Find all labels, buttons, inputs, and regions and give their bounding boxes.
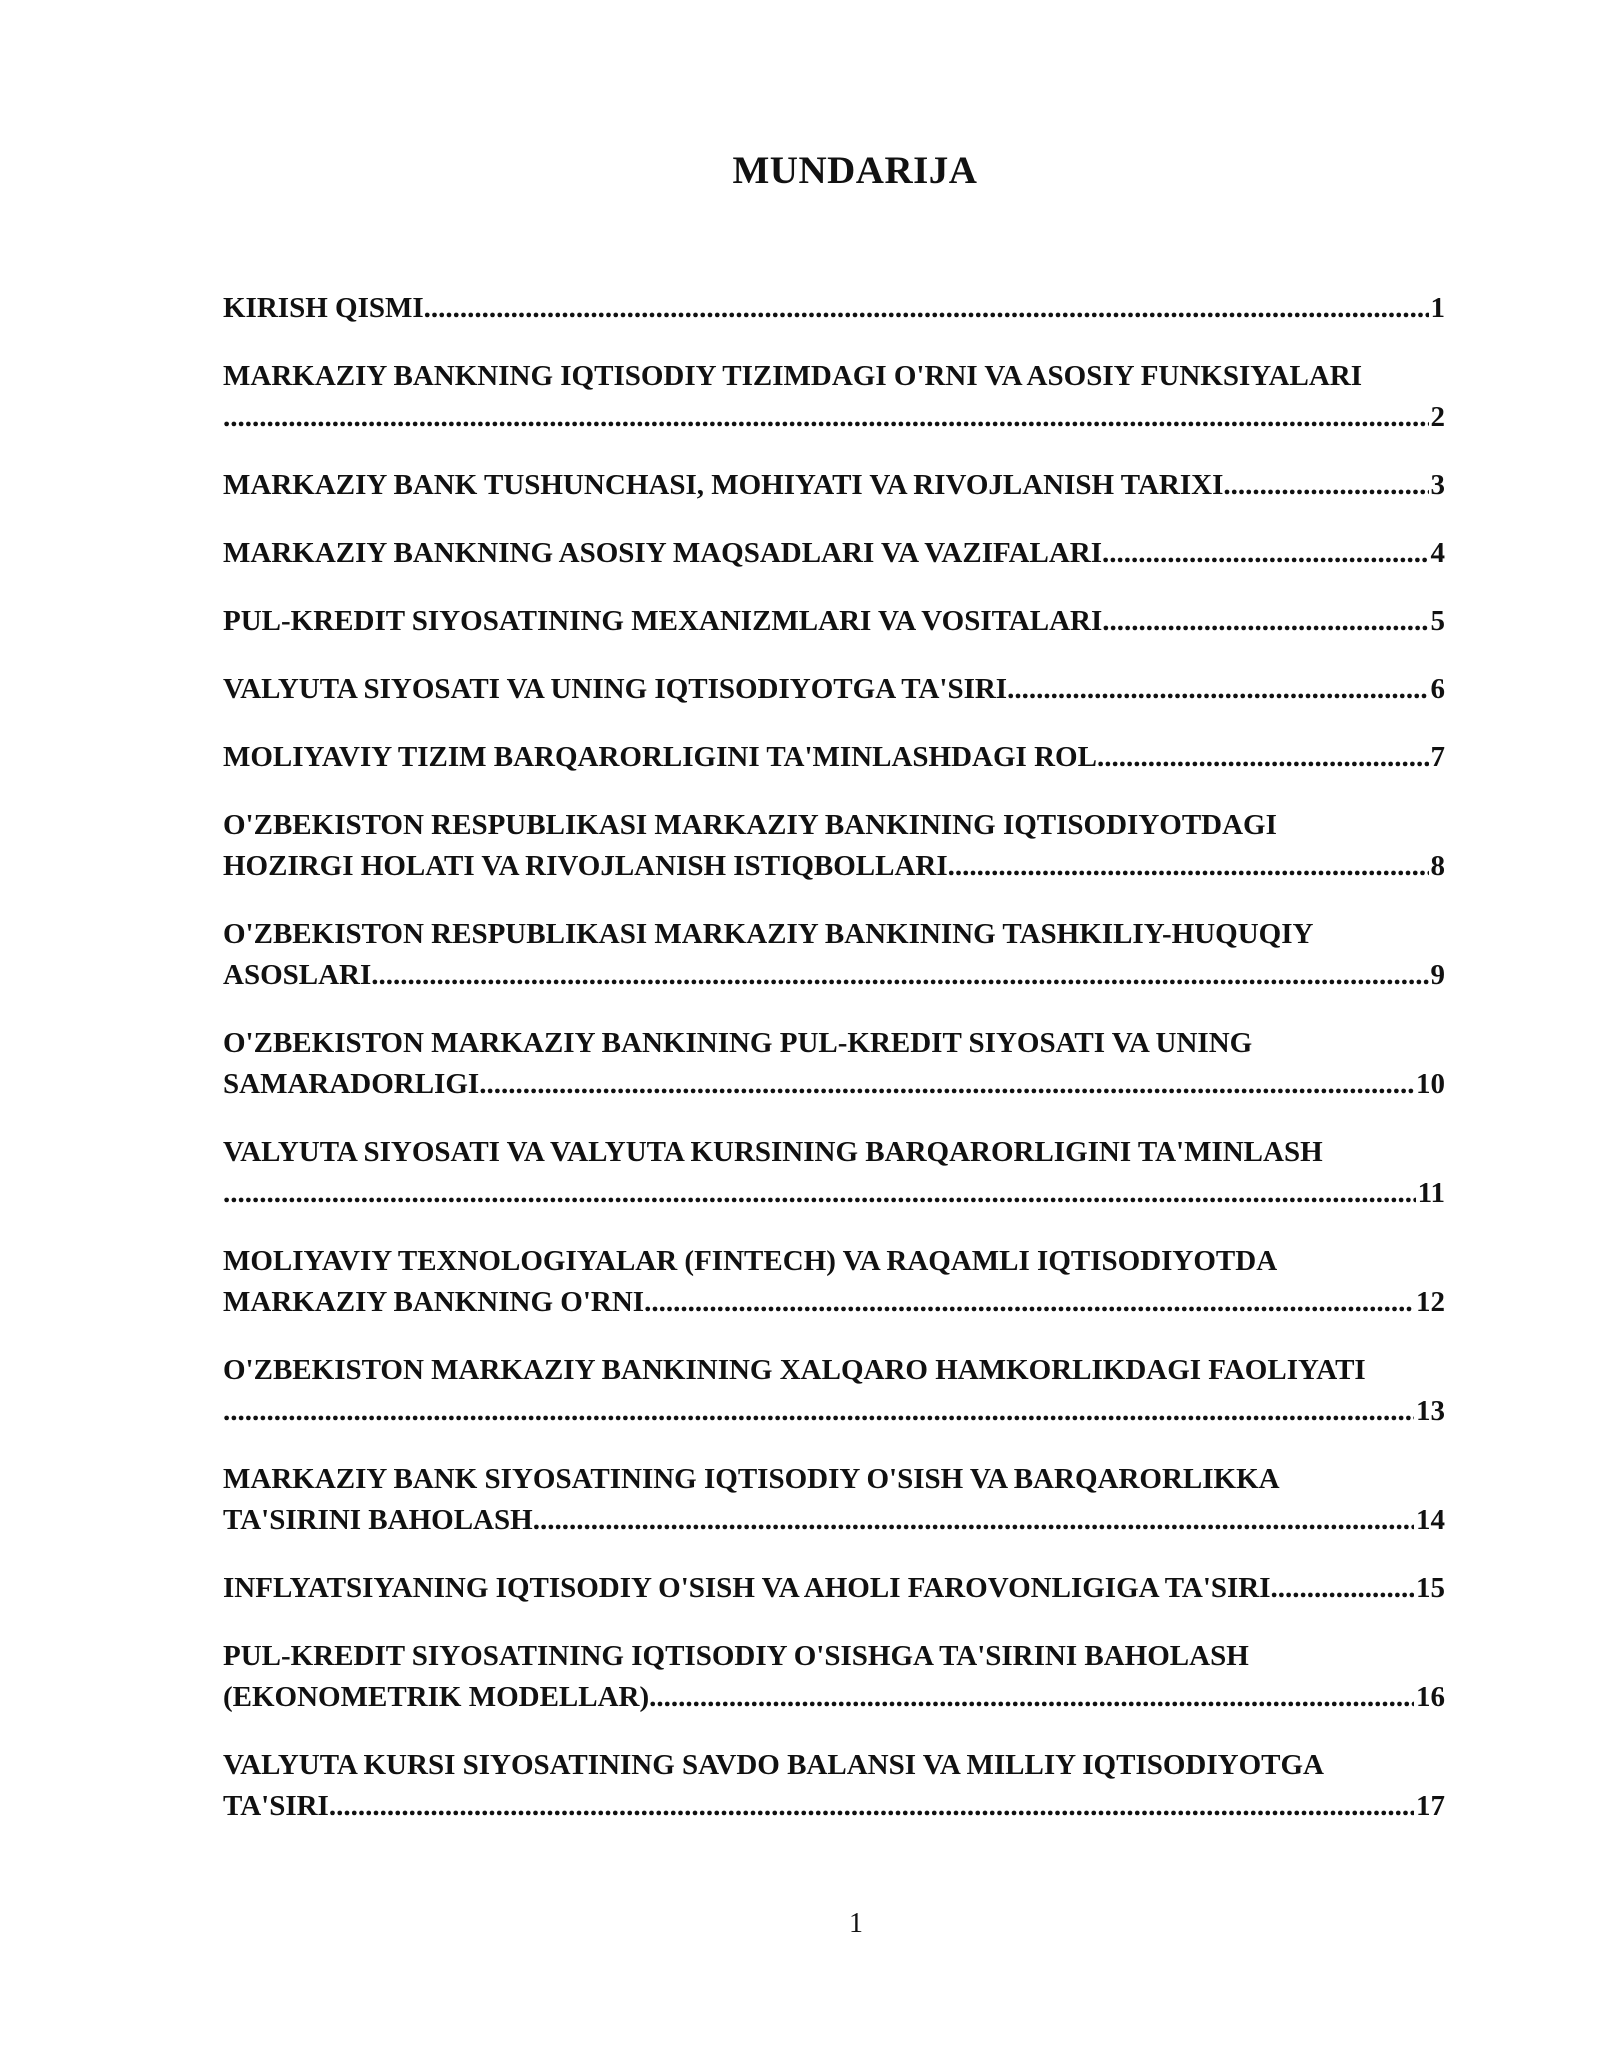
toc-entry-page-number: 16 bbox=[1416, 1681, 1445, 1713]
toc-entry-title-line: MOLIYAVIY TEXNOLOGIYALAR (FINTECH) VA RAQAMLI IQTISODIYOTDA bbox=[223, 1245, 1278, 1277]
toc-entry-title: ASOSLARI bbox=[223, 959, 372, 991]
toc-entry-leader-line bbox=[223, 669, 1445, 710]
toc-entry-leader-line bbox=[223, 1677, 1445, 1718]
toc-entry-page-number: 2 bbox=[1430, 401, 1445, 433]
dot-leader bbox=[223, 1391, 1414, 1432]
page-title: MUNDARIJA bbox=[732, 149, 978, 192]
dot-leader bbox=[1223, 465, 1428, 506]
toc-entry-page-number: 17 bbox=[1416, 1790, 1445, 1822]
toc-entry-leader-line bbox=[223, 1282, 1445, 1323]
toc-entry-title-line: MARKAZIY BANKNING IQTISODIY TIZIMDAGI O'RNI VA ASOSIY FUNKSIYALARI bbox=[223, 360, 1363, 392]
toc-entry-page-number: 14 bbox=[1416, 1504, 1445, 1536]
toc-entry-title: MARKAZIY BANKNING ASOSIY MAQSADLARI VA VAZIFALARI bbox=[223, 537, 1103, 569]
toc-entry-title: TA'SIRINI BAHOLASH bbox=[223, 1504, 533, 1536]
dot-leader bbox=[948, 846, 1429, 887]
toc-entry-page-number: 6 bbox=[1430, 673, 1445, 705]
dot-leader bbox=[223, 1173, 1416, 1214]
toc-entry-leader-line bbox=[223, 533, 1445, 574]
toc-entry[interactable] bbox=[223, 1459, 1445, 1541]
toc-entry-title: SAMARADORLIGI bbox=[223, 1068, 480, 1100]
dot-leader bbox=[533, 1500, 1414, 1541]
toc-entry[interactable] bbox=[223, 737, 1445, 778]
table-of-contents bbox=[223, 288, 1445, 1854]
toc-entry-title-line: O'ZBEKISTON MARKAZIY BANKINING XALQARO HAMKORLIKDAGI FAOLIYATI bbox=[223, 1354, 1366, 1386]
toc-entry-title: VALYUTA SIYOSATI VA UNING IQTISODIYOTGA TA'SIRI bbox=[223, 673, 1008, 705]
toc-entry-page-number: 9 bbox=[1430, 959, 1445, 991]
toc-entry-leader-line bbox=[223, 465, 1445, 506]
toc-entry[interactable] bbox=[223, 805, 1445, 887]
toc-entry-title: HOZIRGI HOLATI VA RIVOJLANISH ISTIQBOLLARI bbox=[223, 850, 948, 882]
toc-entry-title-line: O'ZBEKISTON MARKAZIY BANKINING PUL-KREDIT SIYOSATI VA UNING bbox=[223, 1027, 1253, 1059]
toc-entry-page-number: 3 bbox=[1430, 469, 1445, 501]
toc-entry-title: (EKONOMETRIK MODELLAR) bbox=[223, 1681, 650, 1713]
toc-entry-leader-line bbox=[223, 1786, 1445, 1827]
toc-entry-page-number: 15 bbox=[1416, 1572, 1445, 1604]
toc-entry-title-line: VALYUTA KURSI SIYOSATINING SAVDO BALANSI VA MILLIY IQTISODIYOTGA bbox=[223, 1749, 1324, 1781]
toc-entry[interactable] bbox=[223, 356, 1445, 438]
toc-entry[interactable] bbox=[223, 1745, 1445, 1827]
dot-leader bbox=[223, 397, 1429, 438]
dot-leader bbox=[371, 955, 1428, 996]
dot-leader bbox=[1102, 601, 1428, 642]
page-number: 1 bbox=[849, 1908, 863, 1939]
toc-entry-title-line: O'ZBEKISTON RESPUBLIKASI MARKAZIY BANKINING TASHKILIY-HUQUQIY bbox=[223, 918, 1314, 950]
toc-entry-title-line: PUL-KREDIT SIYOSATINING IQTISODIY O'SISHGA TA'SIRINI BAHOLASH bbox=[223, 1640, 1249, 1672]
toc-entry[interactable] bbox=[223, 914, 1445, 996]
toc-entry-title: PUL-KREDIT SIYOSATINING MEXANIZMLARI VA VOSITALARI bbox=[223, 605, 1103, 637]
toc-entry-page-number: 11 bbox=[1417, 1177, 1445, 1209]
toc-entry-page-number: 10 bbox=[1416, 1068, 1445, 1100]
dot-leader bbox=[479, 1064, 1414, 1105]
toc-entry-title-line: MARKAZIY BANK SIYOSATINING IQTISODIY O'SISH VA BARQARORLIKKA bbox=[223, 1463, 1280, 1495]
dot-leader bbox=[1102, 533, 1428, 574]
toc-entry[interactable] bbox=[223, 1350, 1445, 1432]
dot-leader bbox=[1097, 737, 1429, 778]
toc-entry-page-number: 8 bbox=[1430, 850, 1445, 882]
dot-leader bbox=[644, 1282, 1414, 1323]
toc-entry-title: TA'SIRI bbox=[223, 1790, 329, 1822]
toc-entry-leader-line bbox=[223, 1391, 1445, 1432]
dot-leader bbox=[329, 1786, 1414, 1827]
toc-entry-title: INFLYATSIYANING IQTISODIY O'SISH VA AHOLI FAROVONLIGIGA TA'SIRI bbox=[223, 1572, 1271, 1604]
toc-entry-leader-line bbox=[223, 397, 1445, 438]
toc-entry[interactable] bbox=[223, 1241, 1445, 1323]
toc-entry-page-number: 4 bbox=[1430, 537, 1445, 569]
dot-leader bbox=[1007, 669, 1428, 710]
toc-entry[interactable] bbox=[223, 1023, 1445, 1105]
toc-entry[interactable] bbox=[223, 1568, 1445, 1609]
toc-entry-title: MARKAZIY BANK TUSHUNCHASI, MOHIYATI VA RIVOJLANISH TARIXI bbox=[223, 469, 1224, 501]
toc-entry-leader-line bbox=[223, 955, 1445, 996]
toc-entry-page-number: 7 bbox=[1430, 741, 1445, 773]
toc-entry-page-number: 13 bbox=[1416, 1395, 1445, 1427]
toc-entry-leader-line bbox=[223, 601, 1445, 642]
toc-entry[interactable] bbox=[223, 601, 1445, 642]
toc-entry-title: MOLIYAVIY TIZIM BARQARORLIGINI TA'MINLASHDAGI ROL bbox=[223, 741, 1097, 773]
toc-entry[interactable] bbox=[223, 533, 1445, 574]
toc-entry-leader-line bbox=[223, 1064, 1445, 1105]
toc-entry-leader-line bbox=[223, 1173, 1445, 1214]
dot-leader bbox=[649, 1677, 1414, 1718]
toc-entry-page-number: 1 bbox=[1430, 292, 1445, 324]
toc-entry-leader-line bbox=[223, 846, 1445, 887]
toc-entry-title-line: VALYUTA SIYOSATI VA VALYUTA KURSINING BARQARORLIGINI TA'MINLASH bbox=[223, 1136, 1323, 1168]
toc-entry-title-line: O'ZBEKISTON RESPUBLIKASI MARKAZIY BANKINING IQTISODIYOTDAGI bbox=[223, 809, 1277, 841]
dot-leader bbox=[424, 288, 1429, 329]
toc-entry-title: MARKAZIY BANKNING O'RNI bbox=[223, 1286, 645, 1318]
toc-entry[interactable] bbox=[223, 669, 1445, 710]
toc-entry-page-number: 12 bbox=[1416, 1286, 1445, 1318]
dot-leader bbox=[1271, 1568, 1414, 1609]
toc-entry[interactable] bbox=[223, 288, 1445, 329]
toc-entry-leader-line bbox=[223, 1568, 1445, 1609]
toc-entry-leader-line bbox=[223, 737, 1445, 778]
toc-entry[interactable] bbox=[223, 465, 1445, 506]
toc-entry[interactable] bbox=[223, 1636, 1445, 1718]
toc-entry-page-number: 5 bbox=[1430, 605, 1445, 637]
toc-entry[interactable] bbox=[223, 1132, 1445, 1214]
toc-entry-title: KIRISH QISMI bbox=[223, 292, 424, 324]
toc-entry-leader-line bbox=[223, 288, 1445, 329]
toc-entry-leader-line bbox=[223, 1500, 1445, 1541]
